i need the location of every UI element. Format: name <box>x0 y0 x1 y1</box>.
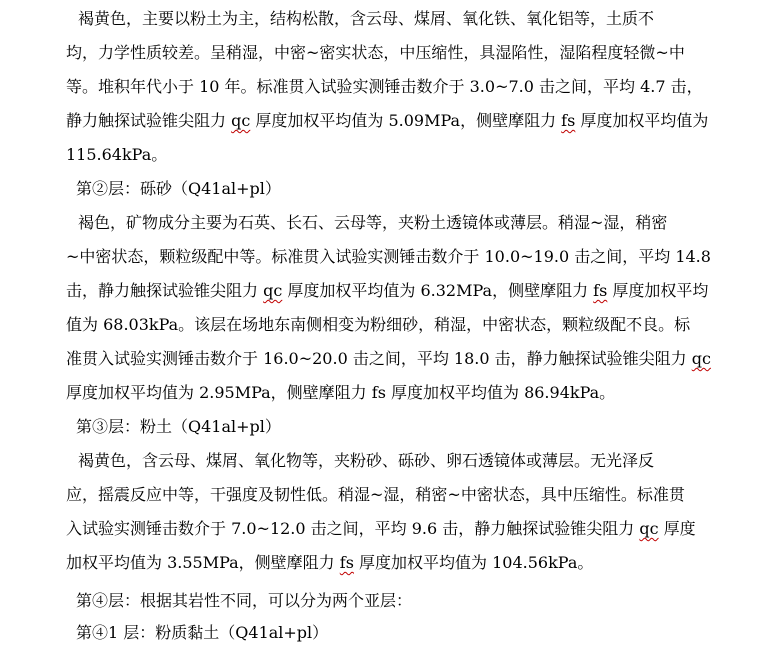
spellcheck-word-qc: qc <box>263 281 283 300</box>
paragraph-line: 115.64kPa。 <box>66 145 168 164</box>
paragraph-line: 褐黄色，主要以粉土为主，结构松散，含云母、煤屑、氧化铁、氧化铝等，土质不 <box>78 9 655 28</box>
text-run: 厚度加权平均值为 6.32MPa，侧壁摩阻力 <box>282 281 594 300</box>
layer-4-heading: 第④层：根据其岩性不同，可以分为两个亚层： <box>76 591 413 610</box>
text-run: 厚度加权平均值为 104.56kPa。 <box>353 553 594 572</box>
spellcheck-word-fs: fs <box>339 553 354 572</box>
paragraph-line <box>66 516 696 542</box>
paragraph-line <box>66 278 708 304</box>
text-run: 厚度加权平均值为 <box>575 111 709 130</box>
paragraph-line: 厚度加权平均值为 2.95MPa，侧壁摩阻力 fs 厚度加权平均值为 86.94kPa。 <box>66 383 616 402</box>
text-run: 静力触探试验锥尖阻力 <box>66 111 232 130</box>
text-run: 厚度加权平均值为 5.09MPa，侧壁摩阻力 <box>250 111 562 130</box>
text-run: 厚度加权平均 <box>607 281 709 300</box>
layer-2-heading: 第②层：砾砂（Q41al+pl） <box>76 179 281 198</box>
paragraph-line: 等。堆积年代小于 10 年。标准贯入试验实测锤击数介于 3.0~7.0 击之间，平均 4.7 击， <box>66 77 703 96</box>
text-run: 加权平均值为 3.55MPa，侧壁摩阻力 <box>66 553 340 572</box>
text-run: 击，静力触探试验锥尖阻力 <box>66 281 264 300</box>
spellcheck-word-qc: qc <box>691 349 711 368</box>
spellcheck-word-qc: qc <box>639 519 659 538</box>
paragraph-line <box>66 108 708 134</box>
spellcheck-word-fs: fs <box>561 111 576 130</box>
paragraph-line <box>66 550 593 576</box>
paragraph-line: 褐色，矿物成分主要为石英、长石、云母等，夹粉土透镜体或薄层。稍湿~湿，稍密 <box>78 213 668 232</box>
spellcheck-word-qc: qc <box>231 111 251 130</box>
paragraph-line: 应，摇震反应中等，干强度及韧性低。稍湿~湿，稍密~中密状态，具中压缩性。标准贯 <box>66 485 685 504</box>
paragraph-line <box>66 346 711 372</box>
paragraph-line: ~中密状态，颗粒级配中等。标准贯入试验实测锤击数介于 10.0~19.0 击之间，平均 14.8 <box>66 247 711 266</box>
paragraph-line: 值为 68.03kPa。该层在场地东南侧相变为粉细砂，稍湿，中密状态，颗粒级配不良。标 <box>66 315 691 334</box>
paragraph-line: 褐黄色，含云母、煤屑、氧化物等，夹粉砂、砾砂、卵石透镜体或薄层。无光泽反 <box>78 451 655 470</box>
layer-4-1-heading: 第④1 层：粉质黏土（Q41al+pl） <box>76 623 329 642</box>
spellcheck-word-fs: fs <box>593 281 608 300</box>
paragraph-line: 均，力学性质较差。呈稍湿，中密~密实状态，中压缩性，具湿陷性，湿陷程度轻微~中 <box>66 43 685 62</box>
text-run: 入试验实测锤击数介于 7.0~12.0 击之间，平均 9.6 击，静力触探试验锥尖阻力 <box>66 519 640 538</box>
layer-3-heading: 第③层：粉土（Q41al+pl） <box>76 417 281 436</box>
text-run: 准贯入试验实测锤击数介于 16.0~20.0 击之间，平均 18.0 击，静力触探试验锥尖阻力 <box>66 349 692 368</box>
text-run: 厚度 <box>658 519 696 538</box>
